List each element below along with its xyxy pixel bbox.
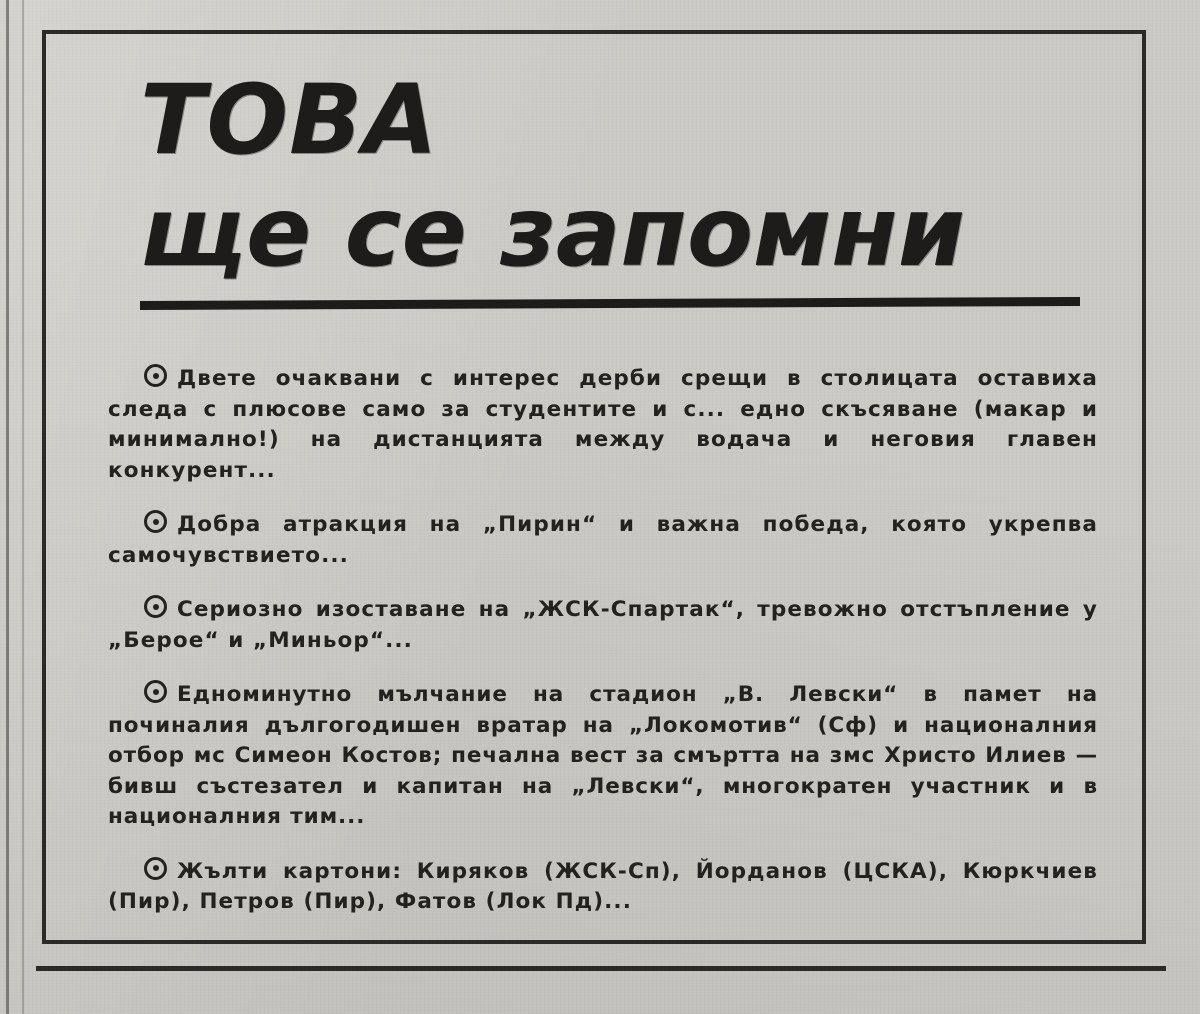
scan-edge-line-inner [22, 0, 24, 1014]
border-rule-top [42, 30, 1146, 34]
circle-bullet-icon [144, 595, 167, 618]
article-paragraph [108, 593, 1098, 656]
headline-line-1: ТОВА [140, 64, 439, 176]
circle-bullet-icon [144, 857, 167, 880]
article-body [108, 362, 1098, 918]
circle-bullet-icon [144, 680, 167, 703]
article-paragraph [108, 678, 1098, 833]
article-paragraph [108, 508, 1098, 571]
border-rule-right [1142, 30, 1146, 944]
paragraph-text: Сериозно изоставане на „ЖСК-Спартак“, тревожно отстъпление у „Берое“ и „Миньор“... [108, 597, 1098, 653]
border-rule-bottom-inner [42, 940, 1146, 944]
border-rule-bottom-outer [36, 966, 1166, 971]
article-paragraph [108, 362, 1098, 486]
paragraph-text: Двете очаквани с интерес дерби срещи в столицата оставиха следа с плюсове само за студентите и с... едно скъсяване (макар и минимално!) на дистанцията между водача и неговия главен конкурент... [108, 366, 1098, 483]
paragraph-text: Добра атракция на „Пирин“ и важна победа, която укрепва самочувствието... [108, 512, 1098, 568]
border-rule-left [42, 30, 46, 944]
headline-underline-rule [140, 297, 1080, 310]
headline-block [140, 64, 1100, 308]
headline-line-2: ще се запомни [140, 176, 965, 288]
article-paragraph [108, 855, 1098, 918]
circle-bullet-icon [144, 510, 167, 533]
circle-bullet-icon [144, 364, 167, 387]
scan-edge-line-outer [6, 0, 9, 1014]
paragraph-text: Едноминутно мълчание на стадион „В. Левски“ в памет на починалия дългогодишен вратар на „Локомотив“ (Сф) и националния отбор мс Симеон Костов; печална вест за смъртта на змс Христо Илиев — бивш състезател и капитан на „Левски“, многократен участник и в националния тим... [108, 682, 1098, 830]
paragraph-text: Жълти картони: Киряков (ЖСК-Сп), Йорданов (ЦСКА), Кюркчиев (Пир), Петров (Пир), Фатов (Лок Пд)... [108, 858, 1098, 915]
